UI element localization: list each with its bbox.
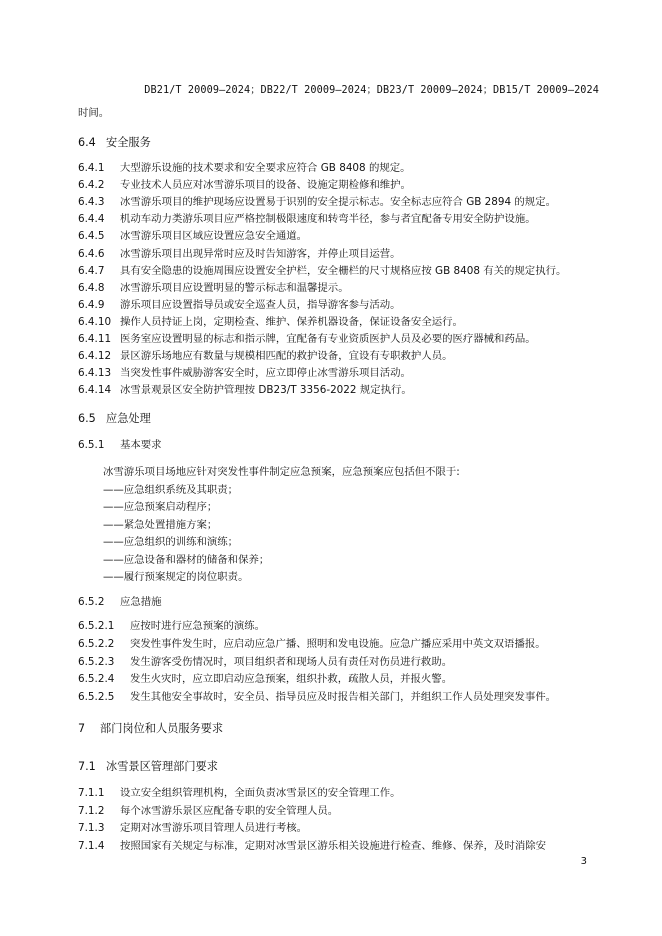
section-7-1-heading bbox=[78, 760, 602, 774]
chapter-number: 7 bbox=[78, 722, 86, 735]
section-title: 安全服务 bbox=[106, 136, 151, 149]
clause-number: 7.1.3 bbox=[78, 822, 105, 835]
clause-text: 冰雪游乐项目出现异常时应及时告知游客，并停止项目运营。 bbox=[120, 247, 401, 260]
section-number: 6.5.1 bbox=[78, 439, 105, 451]
clause-number: 6.4.12 bbox=[78, 350, 112, 363]
clause-text: 发生火灾时，应立即启动应急预案，组织扑救，疏散人员，并报火警。 bbox=[130, 673, 453, 686]
clause-item bbox=[78, 178, 602, 192]
clause-text: 游乐项目应设置指导员或安全巡查人员，指导游客参与活动。 bbox=[120, 298, 401, 311]
clause-item bbox=[78, 637, 602, 651]
clause-number: 6.4.2 bbox=[78, 179, 105, 192]
clause-item bbox=[78, 672, 602, 686]
clause-number: 6.4.13 bbox=[78, 367, 112, 380]
clause-item bbox=[78, 821, 602, 835]
clause-item bbox=[78, 212, 602, 226]
clause-item bbox=[78, 349, 602, 363]
clause-text: 具有安全隐患的设施周围应设置安全护栏，安全栅栏的尺寸规格应按 GB 8408 有关的规定执行。 bbox=[120, 264, 567, 277]
clause-number: 6.4.6 bbox=[78, 247, 105, 260]
clause-number: 6.4.4 bbox=[78, 213, 105, 226]
clause-text: 冰雪游乐项目区域应设置应急安全通道。 bbox=[120, 230, 308, 243]
clause-item bbox=[78, 786, 602, 800]
clause-text: 景区游乐场地应有数量与规模相匹配的救护设备，宜设有专职救护人员。 bbox=[120, 350, 453, 363]
clause-text: 每个冰雪游乐景区应配备专职的安全管理人员。 bbox=[120, 804, 339, 817]
continuation-text: 时间。 bbox=[78, 107, 110, 119]
dash-list-item: ——紧急处置措施方案； bbox=[103, 518, 218, 531]
clause-item bbox=[78, 229, 602, 243]
clause-text: 当突发性事件威胁游客安全时，应立即停止冰雪游乐项目活动。 bbox=[120, 367, 411, 380]
section-6-5-1-intro: 冰雪游乐项目场地应针对突发性事件制定应急预案，应急预案应包括但不限于: bbox=[103, 466, 460, 478]
clause-item bbox=[78, 655, 602, 669]
clause-number: 6.4.10 bbox=[78, 315, 112, 328]
clause-text: 冰雪游乐项目应设置明显的警示标志和温馨提示。 bbox=[120, 281, 349, 294]
clause-text: 定期对冰雪游乐项目管理人员进行考核。 bbox=[120, 822, 308, 835]
clause-item bbox=[78, 315, 602, 329]
clause-text: 机动车动力类游乐项目应严格控制极限速度和转弯半径，参与者宜配备专用安全防护设施。 bbox=[120, 213, 536, 226]
section-title: 应急处理 bbox=[106, 412, 151, 425]
clause-number: 7.1.1 bbox=[78, 787, 105, 799]
section-number: 7.1 bbox=[78, 760, 96, 773]
clause-item bbox=[78, 366, 602, 380]
dash-list-item: ——应急设备和器材的储备和保养； bbox=[103, 553, 270, 566]
clause-text: 冰雪游乐项目的维护现场应设置易于识别的安全提示标志。安全标志应符合 GB 2894 的规定。 bbox=[120, 196, 556, 209]
clause-number: 7.1.2 bbox=[78, 804, 105, 817]
clause-number: 6.4.1 bbox=[78, 162, 105, 174]
clause-text: 设立安全组织管理机构，全面负责冰雪景区的安全管理工作。 bbox=[120, 787, 401, 799]
clause-number: 7.1.4 bbox=[78, 839, 105, 852]
clause-text: 发生其他安全事故时，安全员、指导员应及时报告相关部门，并组织工作人员处理突发事件。 bbox=[130, 691, 557, 704]
section-number: 6.5 bbox=[78, 412, 96, 425]
page-number: 3 bbox=[580, 856, 587, 867]
chapter-title: 部门岗位和人员服务要求 bbox=[100, 722, 224, 735]
section-title: 应急措施 bbox=[120, 596, 162, 608]
clause-text: 操作人员持证上岗，定期检查、维护、保养机器设备，保证设备安全运行。 bbox=[120, 315, 463, 328]
clause-text: 医务室应设置明显的标志和指示牌，宜配备有专业资质医护人员及必要的医疗器械和药品。 bbox=[120, 333, 536, 345]
clause-item bbox=[78, 839, 602, 853]
chapter-7-heading bbox=[78, 722, 602, 736]
section-6-5-1-heading bbox=[78, 438, 602, 452]
clause-number: 6.5.2.1 bbox=[78, 620, 115, 632]
clause-item bbox=[78, 332, 602, 346]
clause-number: 6.4.5 bbox=[78, 230, 105, 243]
section-6-5-2-heading bbox=[78, 595, 602, 609]
clause-item bbox=[78, 690, 602, 704]
clause-number: 6.4.8 bbox=[78, 281, 105, 294]
clause-item bbox=[78, 281, 602, 295]
clause-number: 6.5.2.3 bbox=[78, 655, 115, 668]
section-6-5-heading bbox=[78, 412, 602, 426]
dash-list-item: ——应急组织系统及其职责； bbox=[103, 484, 239, 496]
section-number: 6.5.2 bbox=[78, 596, 105, 608]
clause-text: 专业技术人员应对冰雪游乐项目的设备、设施定期检修和维护。 bbox=[120, 179, 411, 192]
clause-item bbox=[78, 264, 602, 278]
clause-number: 6.4.9 bbox=[78, 298, 105, 311]
clause-number: 6.4.7 bbox=[78, 264, 105, 277]
clause-item bbox=[78, 247, 602, 261]
dash-list-item: ——应急组织的训练和演练； bbox=[103, 536, 239, 549]
section-number: 6.4 bbox=[78, 136, 96, 149]
dash-list-item: ——应急预案启动程序； bbox=[103, 501, 218, 514]
clause-number: 6.5.2.5 bbox=[78, 691, 115, 704]
clause-number: 6.4.14 bbox=[78, 384, 112, 397]
section-title: 基本要求 bbox=[120, 439, 162, 451]
clause-number: 6.5.2.2 bbox=[78, 637, 115, 650]
clause-item bbox=[78, 383, 602, 397]
page-header: DB21/T 20009—2024；DB22/T 20009—2024；DB23/T 20009—2024；DB15/T 20009—2024 bbox=[144, 85, 599, 96]
clause-text: 应按时进行应急预案的演练。 bbox=[130, 620, 266, 632]
clause-item bbox=[78, 619, 602, 633]
clause-number: 6.5.2.4 bbox=[78, 673, 115, 686]
clause-text: 冰雪景观景区安全防护管理按 DB23/T 3356-2022 规定执行。 bbox=[120, 384, 412, 397]
clause-item bbox=[78, 298, 602, 312]
clause-number: 6.4.11 bbox=[78, 333, 112, 345]
clause-item bbox=[78, 804, 602, 818]
clause-item bbox=[78, 195, 602, 209]
clause-text: 发生游客受伤情况时，项目组织者和现场人员有责任对伤员进行救助。 bbox=[130, 655, 453, 668]
section-6-4-heading bbox=[78, 136, 602, 150]
clause-text: 突发性事件发生时，应启动应急广播、照明和发电设施。应急广播应采用中英文双语播报。 bbox=[130, 637, 546, 650]
clause-text: 大型游乐设施的技术要求和安全要求应符合 GB 8408 的规定。 bbox=[120, 162, 411, 174]
dash-list-item: ——履行预案规定的岗位职责。 bbox=[103, 571, 249, 583]
section-title: 冰雪景区管理部门要求 bbox=[106, 760, 218, 773]
clause-item bbox=[78, 161, 602, 175]
clause-number: 6.4.3 bbox=[78, 196, 105, 209]
clause-text: 按照国家有关规定与标准，定期对冰雪景区游乐相关设施进行检查、维修、保养，及时消除安 bbox=[120, 839, 547, 852]
